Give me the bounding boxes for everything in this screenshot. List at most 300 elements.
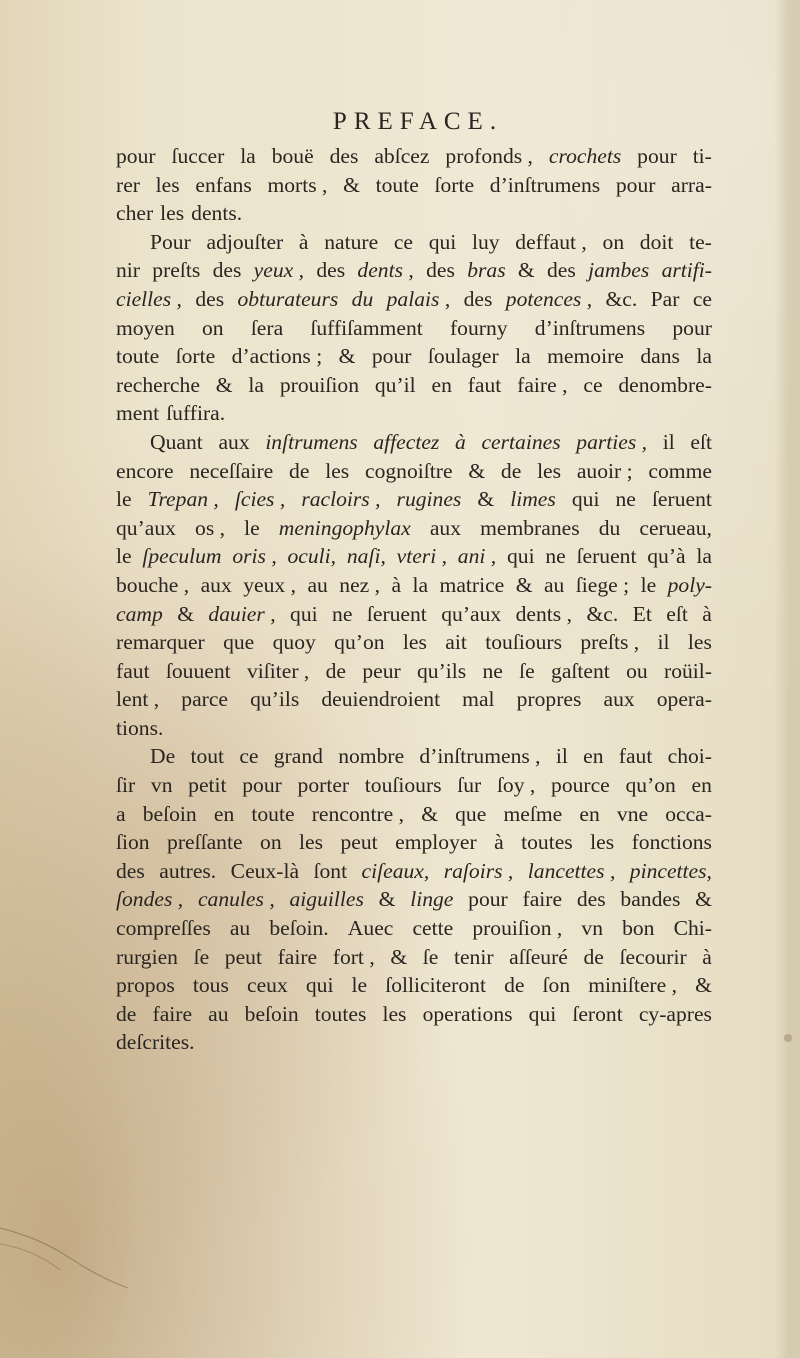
word: neceſſaire [189, 458, 274, 483]
word: gaſtent [551, 658, 610, 683]
word: yeux , [253, 258, 305, 283]
word: la [412, 572, 429, 597]
word: deuiendroient [321, 687, 441, 712]
word: & [215, 372, 233, 397]
word: prouiſion [279, 372, 360, 397]
word: qui [428, 229, 457, 254]
word: qu’ils [416, 658, 467, 683]
word: peut [340, 830, 378, 855]
text-line [116, 628, 712, 657]
word: a [116, 801, 126, 826]
word: les [537, 458, 562, 483]
word: cy-apres [638, 1001, 712, 1026]
word: ſoulager [427, 344, 499, 369]
word: ce [393, 229, 414, 254]
word: au [229, 916, 251, 941]
text-line [116, 1028, 712, 1057]
word: ment [116, 401, 160, 426]
text-line [116, 399, 712, 428]
word: il [657, 630, 670, 655]
word: morts , [267, 172, 328, 197]
word: membranes [480, 515, 580, 540]
word: les [382, 1001, 407, 1026]
word: le [640, 572, 657, 597]
word: la [248, 372, 264, 397]
word: preſts [152, 258, 201, 283]
word: auoir ; [576, 458, 633, 483]
word: de [325, 658, 347, 683]
text-line [116, 314, 712, 343]
word: le [244, 515, 260, 540]
word: ſiege ; [575, 572, 630, 597]
word: pour [637, 144, 677, 168]
word: ſont [313, 858, 348, 883]
word: ani , [457, 544, 497, 569]
word: aux [218, 429, 250, 454]
text-line [116, 371, 712, 400]
word: preſſante [167, 830, 243, 855]
word: oris , [232, 544, 277, 569]
word: ceux [246, 973, 288, 998]
word: encore [116, 458, 174, 483]
word: eſt [690, 429, 712, 454]
word: en [431, 372, 452, 397]
word: opera- [656, 687, 712, 712]
word: ſpeculum [142, 544, 222, 569]
word: deffaut , [515, 229, 587, 254]
word: Auec [347, 916, 394, 941]
word: Par [650, 286, 680, 311]
word: & [177, 601, 194, 626]
word: rencontre , [311, 801, 405, 826]
word: affectez [373, 429, 440, 454]
text-line [116, 714, 712, 743]
word: ſolliciteront [385, 973, 486, 998]
word: dents , [515, 601, 573, 626]
word: memoire [547, 344, 624, 369]
text-line [116, 1000, 712, 1029]
word: recherche [116, 372, 200, 397]
word: ſeront [572, 1001, 623, 1026]
text-line [116, 857, 712, 886]
word: rer [116, 172, 140, 197]
word: tenir [453, 944, 494, 969]
word: toutes [314, 1001, 367, 1026]
word: ſon [542, 973, 571, 998]
word: en [583, 744, 604, 769]
text-line [116, 943, 712, 972]
word: de [504, 973, 525, 998]
word: ſion [116, 830, 150, 855]
word: touſiours [364, 773, 442, 798]
word: camp [116, 601, 163, 626]
word: propres [516, 687, 582, 712]
word: à [702, 601, 712, 626]
word: ce [583, 372, 603, 397]
word: les [402, 630, 427, 655]
word: Et [632, 601, 652, 626]
word: d’actions ; [231, 344, 323, 369]
word: lent , [116, 687, 160, 712]
word: pour [242, 773, 282, 798]
text-line [116, 256, 712, 285]
word: tions. [116, 715, 164, 740]
word: ſuffiſamment [310, 315, 423, 340]
word: arra- [671, 172, 712, 197]
word: linge [410, 887, 454, 912]
word: on [260, 830, 282, 855]
word: doit [639, 229, 674, 254]
word: naſi, [346, 544, 386, 569]
word: ſuffira. [166, 401, 226, 426]
word: poly- [667, 572, 712, 597]
word: ciſeaux, [361, 858, 430, 883]
word: & [517, 258, 535, 283]
word: adjouſter [206, 229, 284, 254]
text-line [116, 657, 712, 686]
word: ce [692, 286, 712, 311]
page-edge-shadow [774, 0, 800, 1358]
word: ne [482, 658, 503, 683]
word: remarquer [116, 630, 205, 655]
word: preſts , [580, 630, 640, 655]
text-line [116, 771, 712, 800]
word: ſe [193, 944, 210, 969]
word: obturateurs [237, 286, 339, 311]
word: qu’il [374, 372, 416, 397]
word: ſecourir [619, 944, 687, 969]
word: ſuccer [171, 144, 225, 168]
word: faire , [517, 372, 568, 397]
word: comme [648, 458, 712, 483]
word: denombre- [618, 372, 712, 397]
word: propos [116, 973, 175, 998]
word: certaines [481, 429, 561, 454]
word: & [695, 887, 712, 912]
word: des [576, 887, 606, 912]
word: choi- [667, 744, 712, 769]
word: faire [152, 1001, 193, 1026]
word: Ceux-là [230, 858, 300, 883]
word: les [325, 458, 350, 483]
word: autres. [159, 858, 217, 883]
word: crochets [548, 144, 622, 168]
word: les [687, 630, 712, 655]
word: en [213, 801, 235, 826]
word: bandes [620, 887, 681, 912]
text-line [116, 600, 712, 629]
text-line [116, 142, 712, 171]
word: à [454, 429, 466, 454]
word: fonctions [631, 830, 712, 855]
word: pour [371, 344, 412, 369]
word: & [695, 973, 712, 998]
word: aux [603, 687, 635, 712]
text-line [116, 199, 712, 228]
word: nombre [338, 744, 405, 769]
word: il [555, 744, 568, 769]
word: & [515, 572, 533, 597]
word: ait [445, 630, 467, 655]
word: des [426, 258, 455, 283]
word: dans [640, 344, 680, 369]
word: quoy [272, 630, 316, 655]
word: ſorte [175, 344, 216, 369]
word: faire [277, 944, 318, 969]
word: vn [150, 773, 173, 798]
word: pour [615, 172, 656, 197]
word: de [289, 458, 310, 483]
word: racloirs , [301, 487, 381, 512]
word: ſera [250, 315, 284, 340]
word: au [307, 572, 328, 597]
word: beſoin [244, 1001, 299, 1026]
word: vn [581, 916, 603, 941]
word: toute [251, 801, 295, 826]
word: des [463, 286, 493, 311]
word: luy [471, 229, 500, 254]
word: des [116, 858, 145, 883]
text-line [116, 885, 712, 914]
word: faut [116, 658, 150, 683]
word: qu’à [647, 544, 686, 569]
word: os , [195, 515, 226, 540]
word: faire [522, 887, 563, 912]
word: moyen [116, 315, 175, 340]
text-line [116, 171, 712, 200]
word: parce [181, 687, 229, 712]
word: eſt [666, 601, 688, 626]
word: oculi, [287, 544, 337, 569]
word: aſſeuré [509, 944, 568, 969]
word: vteri , [396, 544, 448, 569]
word: ſe [422, 944, 439, 969]
word: potences , [505, 286, 593, 311]
word: dents. [191, 201, 243, 226]
word: ſe [519, 658, 535, 683]
word: limes [510, 487, 556, 512]
word: ſouuent [165, 658, 231, 683]
word: nir [116, 258, 140, 283]
word: abſcez [374, 144, 430, 168]
word: petit [188, 773, 227, 798]
word: pour [672, 315, 712, 340]
word: bon [622, 916, 655, 941]
word: qui [305, 973, 334, 998]
word: &c. [586, 601, 619, 626]
word: ſeruent [651, 487, 712, 512]
word: à [494, 830, 504, 855]
word: nature [324, 229, 379, 254]
word: cette [412, 916, 454, 941]
text-line [116, 571, 712, 600]
word: à [391, 572, 402, 597]
word: & [421, 801, 438, 826]
word: meſme [503, 801, 563, 826]
text-line [116, 285, 712, 314]
word: lancettes , [527, 858, 616, 883]
text-line [116, 428, 712, 457]
word: yeux , [243, 572, 296, 597]
word: De [150, 744, 176, 769]
word: d’inſtrumens [489, 172, 601, 197]
text-line [116, 914, 712, 943]
word: à [702, 944, 712, 969]
word: des [316, 258, 346, 283]
text-line [116, 514, 712, 543]
word: aiguilles [289, 887, 364, 912]
word: du [351, 286, 374, 311]
word: rurgien [116, 944, 178, 969]
word: au [543, 572, 565, 597]
word: le [351, 973, 368, 998]
word: pource [551, 773, 610, 798]
word: grand [273, 744, 323, 769]
word: en [691, 773, 712, 798]
word: mal [462, 687, 495, 712]
word: & [477, 487, 495, 512]
word: en [579, 801, 600, 826]
header-title: PREFACE. [332, 108, 504, 135]
word: bouche , [116, 572, 190, 597]
word: dents , [357, 258, 414, 283]
word: miniſtere , [588, 973, 677, 998]
word: qu’aux [441, 601, 502, 626]
word: ſir [116, 773, 136, 798]
word: ce [239, 744, 259, 769]
word: aux [200, 572, 232, 597]
word: la [696, 344, 712, 369]
word: ſur [457, 773, 482, 798]
word: canules , [197, 887, 275, 912]
word: cielles , [116, 286, 182, 311]
word: &c. [605, 286, 638, 311]
word: Quant [150, 429, 203, 454]
word: d’inſtrumens [534, 315, 646, 340]
word: cher [116, 201, 154, 226]
word: qui [506, 544, 535, 569]
word: ſeruent [576, 544, 637, 569]
word: au [208, 1001, 229, 1026]
word: bouë [271, 144, 314, 168]
word: des [212, 258, 242, 283]
word: Chi- [673, 916, 712, 941]
word: profonds , [445, 144, 533, 168]
word: enfans [195, 172, 252, 197]
word: roüil- [664, 658, 712, 683]
word: des [547, 258, 576, 283]
word: on [602, 229, 625, 254]
word: de [500, 458, 522, 483]
word: rugines [396, 487, 462, 512]
word: meningophylax [278, 515, 411, 540]
word: on [202, 315, 224, 340]
word: ſcies , [234, 487, 286, 512]
paper-crease [0, 1210, 130, 1290]
text-line [116, 742, 712, 771]
word: matrice [439, 572, 505, 597]
word: pour [116, 144, 156, 168]
word: peur [362, 658, 401, 683]
word: d’inſtrumens , [419, 744, 541, 769]
word: les [160, 201, 185, 226]
word: inſtrumens [265, 429, 358, 454]
word: les [155, 172, 180, 197]
word: les [590, 830, 615, 855]
body-text [116, 142, 712, 1057]
text-line [116, 457, 712, 486]
word: de [583, 944, 604, 969]
word: peut [224, 944, 262, 969]
word: te- [689, 229, 712, 254]
word: occa- [665, 801, 712, 826]
word: des [329, 144, 359, 168]
word: ne [332, 601, 353, 626]
word: fort , [332, 944, 375, 969]
word: qu’ils [250, 687, 300, 712]
text-line [116, 971, 712, 1000]
word: & [378, 887, 396, 912]
word: à [298, 229, 309, 254]
word: porter [297, 773, 350, 798]
word: fourny [449, 315, 508, 340]
word: toute [116, 344, 160, 369]
word: ſoy , [496, 773, 536, 798]
word: vne [616, 801, 649, 826]
word: viſiter , [246, 658, 310, 683]
text-line [116, 542, 712, 571]
word: ne [545, 544, 566, 569]
word: il [662, 429, 675, 454]
word: aux [429, 515, 461, 540]
word: qui [571, 487, 600, 512]
word: de [116, 1001, 137, 1026]
word: le [116, 544, 132, 569]
text-line [116, 685, 712, 714]
word: operations [422, 1001, 513, 1026]
word: deſcrites. [116, 1030, 195, 1055]
word: pincettes, [629, 858, 712, 883]
word: dauier , [208, 601, 276, 626]
word: & [338, 344, 356, 369]
margin-mark [784, 1034, 792, 1042]
word: des [195, 286, 225, 311]
word: beſoin [142, 801, 197, 826]
word: ou [626, 658, 648, 683]
word: Trepan , [147, 487, 219, 512]
word: touſiours [485, 630, 563, 655]
word: & [390, 944, 408, 969]
word: la [515, 344, 531, 369]
word: qu’on [625, 773, 676, 798]
word: qui [528, 1001, 557, 1026]
text-line [116, 800, 712, 829]
word: nez , [339, 572, 381, 597]
word: que [223, 630, 255, 655]
word: compreſſes [116, 916, 211, 941]
word: tout [190, 744, 225, 769]
word: qu’aux [116, 515, 176, 540]
word: que [455, 801, 487, 826]
text-line [116, 485, 712, 514]
word: parties , [576, 429, 648, 454]
word: qu’on [334, 630, 385, 655]
word: toute [375, 172, 419, 197]
word: ſorte [434, 172, 475, 197]
word: artifi- [661, 258, 712, 283]
running-header [0, 108, 800, 136]
word: Pour [150, 229, 191, 254]
